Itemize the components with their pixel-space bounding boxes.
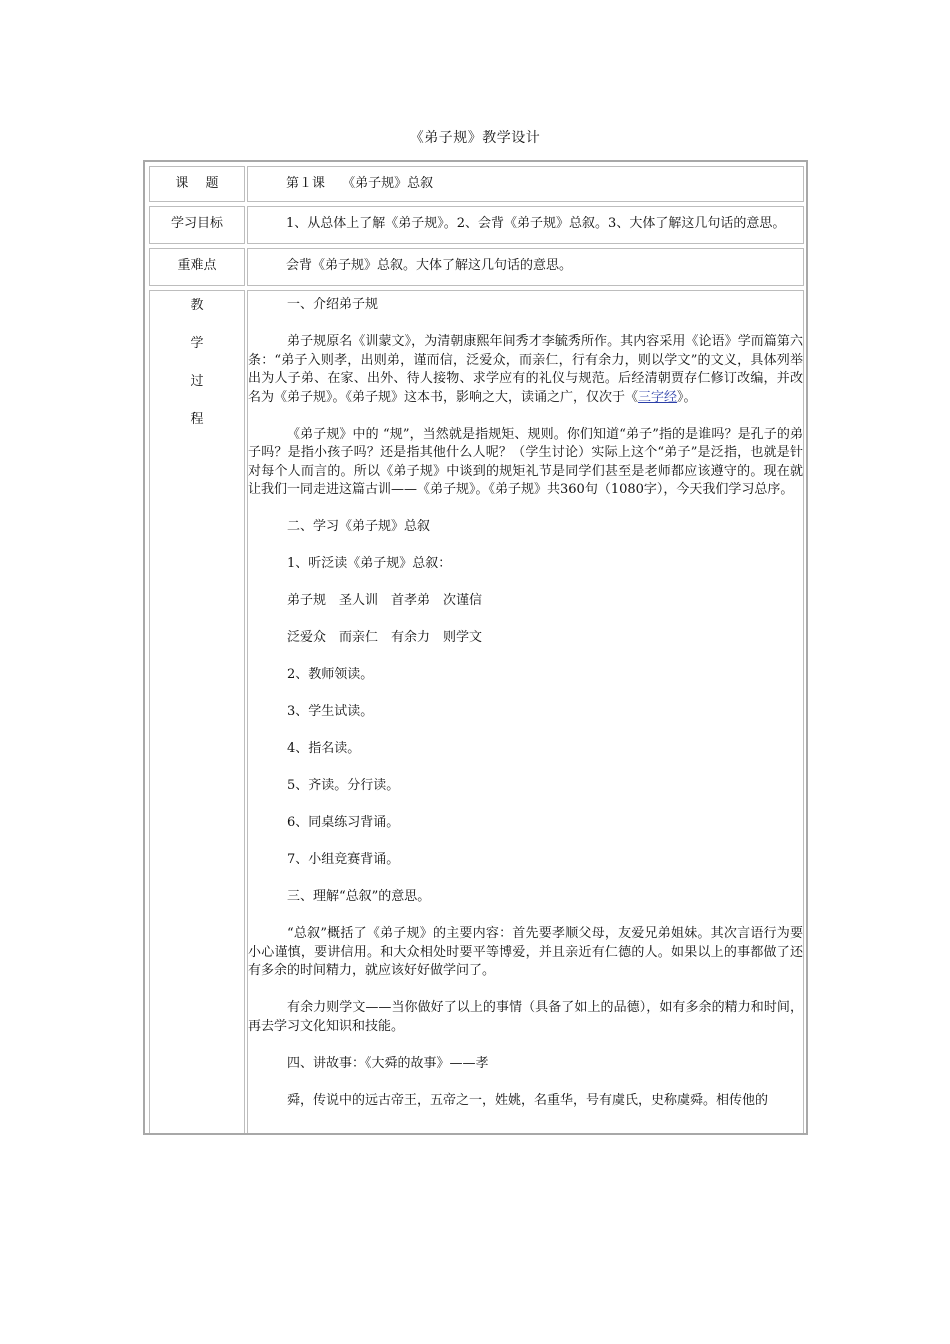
- lesson-plan-table: [143, 160, 808, 1135]
- paragraph-text: 弟子规原名《训蒙文》，为清朝康熙年间秀才李毓秀所作。其内容采用《论语》学而篇第六条：“弟子入则孝，出则弟，谨而信，泛爱众，而亲仁，行有余力，则以学文”的文义，具体列举出为人子弟、在家、出外、待人接物、求学应有的礼仪与规范。后经清朝贾存仁修订改编，并改名为《弟子规》。《弟子规》这本书，影响之大，读诵之广，仅次于《: [248, 334, 803, 405]
- paragraph: “总叙”概括了《弟子规》的主要内容：首先要孝顺父母，友爱兄弟姐妹。其次言语行为要小心谨慎，要讲信用。和大众相处时要平等博爱，并且亲近有仁德的人。如果以上的事都做了还有多余的时间精力，就应该好好做学问了。: [248, 926, 803, 978]
- sanzijing-link[interactable]: 三字经: [638, 389, 678, 405]
- process-label-char: 程: [190, 412, 204, 427]
- verse-line: 泛爱众 而亲仁 有余力 则学文: [287, 630, 483, 645]
- process-label-char: 过: [190, 374, 204, 389]
- goals-value: 1、从总体上了解《弟子规》。2、会背《弟子规》总叙。3、大体了解这几句话的意思。: [247, 206, 804, 244]
- key-points-value: 会背《弟子规》总叙。大体了解这几句话的意思。: [247, 248, 804, 286]
- section-heading: 二、学习《弟子规》总叙: [287, 519, 431, 534]
- process-content: [247, 290, 804, 1133]
- topic-value: 第１课 《弟子规》总叙: [247, 166, 804, 202]
- paragraph-end: 》。: [677, 389, 697, 405]
- paragraph: 舜，传说中的远古帝王，五帝之一，姓姚，名重华，号有虞氏，史称虞舜。相传他的: [287, 1092, 769, 1108]
- step-item: 7、小组竞赛背诵。: [287, 852, 400, 867]
- goals-label: 学习目标: [149, 206, 245, 244]
- process-label-char: 学: [190, 336, 204, 351]
- paragraph: [248, 333, 804, 407]
- paragraph: 有余力则学文——当你做好了以上的事情（具备了如上的品德），如有多余的精力和时间，再去学习文化知识和技能。: [248, 1000, 803, 1034]
- process-label-char: 教: [190, 298, 204, 313]
- process-label: [149, 290, 245, 1133]
- step-item: 4、指名读。: [287, 741, 361, 756]
- step-item: 6、同桌练习背诵。: [287, 815, 400, 830]
- step-item: 1、听泛读《弟子规》总叙：: [287, 556, 452, 571]
- paragraph: 《弟子规》中的 “规”，当然就是指规矩、规则。你们知道“弟子”指的是谁吗？是孔子的弟子吗？是指小孩子吗？还是指其他什么人呢？（学生讨论）实际上这个“弟子”是泛指，也就是针对每个人而言的。所以《弟子规》中谈到的规矩礼节是同学们甚至是老师都应该遵守的。现在就让我们一同走进这篇古训——《弟子规》。《弟子规》共360句（1080字），今天我们学习总序。: [248, 426, 803, 497]
- step-item: 2、教师领读。: [287, 667, 374, 682]
- step-item: 5、齐读。分行读。: [287, 778, 400, 793]
- key-points-label: 重难点: [149, 248, 245, 286]
- verse-line: 弟子规 圣人训 首孝弟 次谨信: [287, 593, 483, 608]
- section-heading: 一、介绍弟子规: [287, 297, 379, 312]
- topic-label: 课 题: [149, 166, 245, 202]
- document-title: 《弟子规》教学设计: [409, 130, 541, 146]
- section-heading: 四、讲故事：《大舜的故事》——孝: [287, 1055, 489, 1071]
- process-body: [248, 296, 804, 1129]
- section-heading: 三、理解“总叙”的意思。: [287, 889, 431, 904]
- step-item: 3、学生试读。: [287, 704, 374, 719]
